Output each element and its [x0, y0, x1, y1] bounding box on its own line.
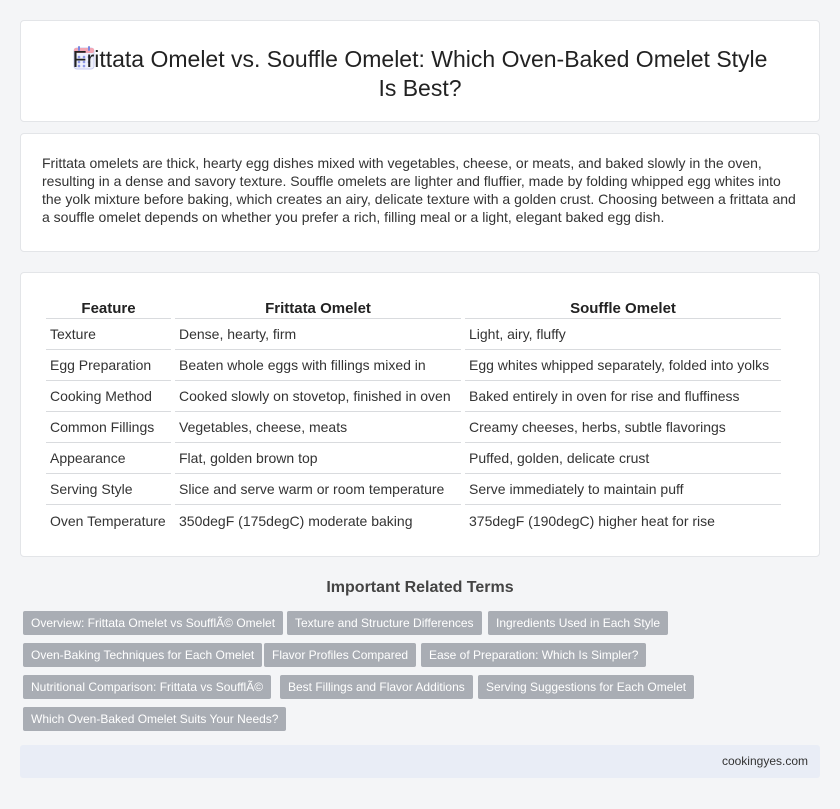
related-tag-ingredients[interactable]: Ingredients Used in Each Style: [488, 611, 668, 635]
header-feature: Feature: [46, 295, 171, 319]
table-row: [46, 319, 781, 350]
related-tag-fillings[interactable]: Best Fillings and Flavor Additions: [280, 675, 473, 699]
footer: [20, 745, 820, 778]
related-tag-ease[interactable]: Ease of Preparation: Which Is Simpler?: [421, 643, 646, 667]
table-cell-feature: Egg Preparation: [46, 350, 171, 381]
table-row: [46, 350, 781, 381]
table-cell-souffle: Baked entirely in oven for rise and fluffiness: [465, 381, 781, 412]
comparison-table-card: [20, 272, 820, 557]
related-terms-heading: Important Related Terms: [326, 579, 514, 596]
table-row: [46, 381, 781, 412]
table-cell-feature: Common Fillings: [46, 412, 171, 443]
table-row: [46, 505, 781, 536]
related-tag-serving[interactable]: Serving Suggestions for Each Omelet: [478, 675, 694, 699]
table-cell-feature: Serving Style: [46, 474, 171, 505]
related-tag-flavor-profiles[interactable]: Flavor Profiles Compared: [264, 643, 416, 667]
table-cell-frittata: Slice and serve warm or room temperature: [175, 474, 461, 505]
table-cell-frittata: 350degF (175degC) moderate baking: [179, 512, 413, 529]
header-souffle: Souffle Omelet: [465, 295, 781, 319]
table-cell-souffle: 375degF (190degC) higher heat for rise: [469, 512, 715, 529]
related-tag-suits-needs[interactable]: Which Oven-Baked Omelet Suits Your Needs?: [23, 707, 286, 731]
header-card: [20, 20, 820, 122]
related-tag-nutrition[interactable]: Nutritional Comparison: Frittata vs SoufflÃ©: [23, 675, 271, 699]
page-title: Frittata Omelet vs. Souffle Omelet: Which Oven-Baked Omelet Style Is Best?: [72, 46, 768, 101]
table-cell-souffle: Puffed, golden, delicate crust: [465, 443, 781, 474]
comparison-table: [42, 295, 785, 536]
table-cell-feature: Appearance: [46, 443, 171, 474]
table-row: [46, 474, 781, 505]
table-cell-souffle: Serve immediately to maintain puff: [465, 474, 781, 505]
table-row: [46, 412, 781, 443]
related-tag-overview[interactable]: Overview: Frittata Omelet vs SoufflÃ© Omelet: [23, 611, 283, 635]
table-cell-frittata: Vegetables, cheese, meats: [175, 412, 461, 443]
table-header-row: [46, 295, 781, 319]
intro-card: [20, 133, 820, 252]
table-cell-frittata: Cooked slowly on stovetop, finished in oven: [175, 381, 461, 412]
table-cell-feature: Cooking Method: [46, 381, 171, 412]
table-row: [46, 443, 781, 474]
header-frittata: Frittata Omelet: [175, 295, 461, 319]
table-cell-feature: Oven Temperature: [50, 512, 166, 529]
table-cell-frittata: Beaten whole eggs with fillings mixed in: [175, 350, 461, 381]
footer-site[interactable]: cookingyes.com: [721, 754, 808, 768]
related-tag-texture[interactable]: Texture and Structure Differences: [287, 611, 482, 635]
intro-paragraph: Frittata omelets are thick, hearty egg dishes mixed with vegetables, cheese, or meats, and baked slowly in the oven, resulting in a dense and savory texture. Souffle omelets are lighter and fluffier, made by folding whipped egg whites into the yolk mixture before baking, which creates an airy, delicate texture with a golden crust. Choosing between a frittata and a souffle omelet depends on whether you prefer a rich, filling meal or a light, elegant baked egg dish.: [42, 155, 796, 225]
table-cell-frittata: Dense, hearty, firm: [175, 319, 461, 350]
table-cell-feature: Texture: [46, 319, 171, 350]
title-wrap: [21, 45, 819, 103]
related-tag-techniques[interactable]: Oven-Baking Techniques for Each Omelet: [23, 643, 262, 667]
table-cell-souffle: Light, airy, fluffy: [465, 319, 781, 350]
table-cell-souffle: Egg whites whipped separately, folded into yolks: [465, 350, 781, 381]
table-cell-frittata: Flat, golden brown top: [175, 443, 461, 474]
table-cell-souffle: Creamy cheeses, herbs, subtle flavorings: [465, 412, 781, 443]
